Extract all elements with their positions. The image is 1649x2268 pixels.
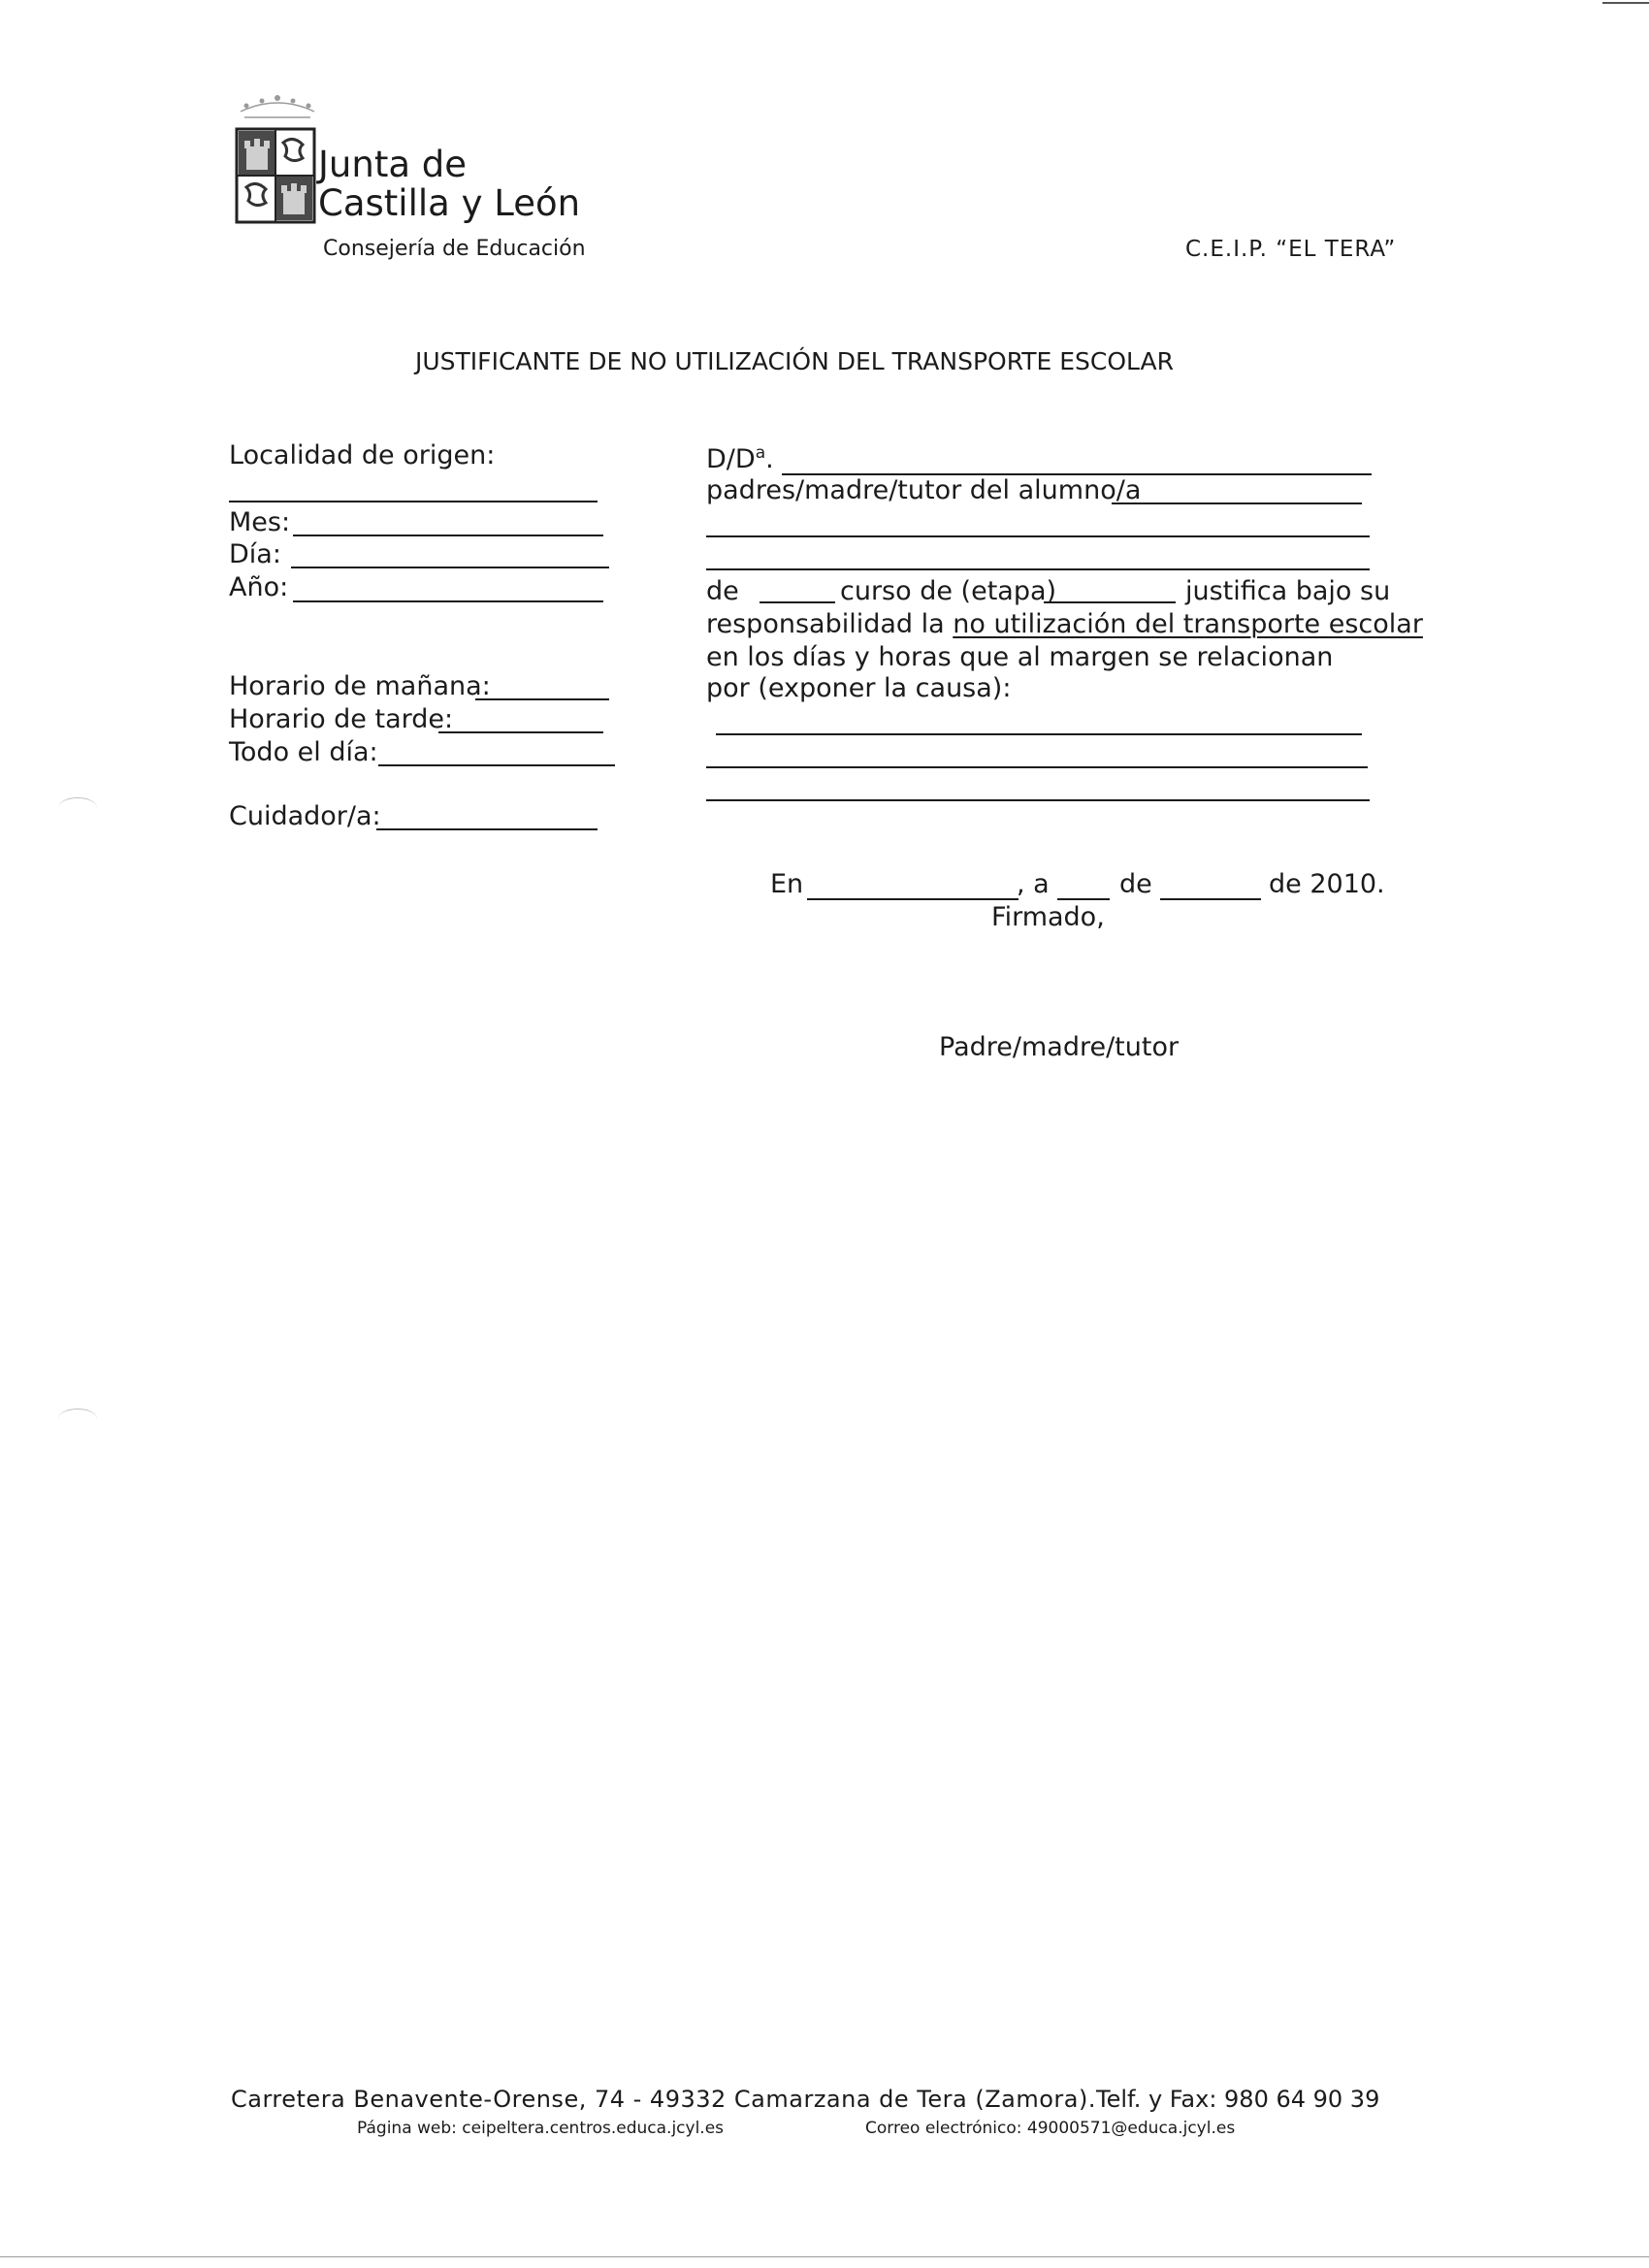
place-line (807, 898, 1018, 900)
alumno-line-2 (706, 535, 1370, 537)
organization-name (318, 146, 580, 223)
dda-label (706, 443, 774, 474)
footer-address: Carretera Benavente-Orense, 74 - 49332 Camarzana de Tera (Zamora). (231, 2086, 1096, 2113)
dias-horas-text: en los días y horas que al margen se relacionan (706, 642, 1334, 672)
horario-manana-label: Horario de mañana: (229, 671, 491, 701)
signer-role-label: Padre/madre/tutor (939, 1032, 1180, 1062)
year-label: de 2010. (1269, 869, 1385, 899)
etapa-line (1044, 601, 1176, 603)
cuidador-label: Cuidador/a: (229, 801, 381, 831)
alumno-line-3 (706, 568, 1370, 570)
dda-superscript: a (755, 443, 766, 463)
department-name: Consejería de Educación (323, 237, 586, 261)
justifica-label: justifica bajo su (1185, 576, 1391, 606)
de-label: de (706, 576, 739, 606)
curso-label: curso de (etapa) (840, 576, 1057, 606)
dia-line (291, 567, 609, 568)
todo-dia-label: Todo el día: (229, 737, 378, 767)
alumno-line (1112, 502, 1362, 504)
localidad-label: Localidad de origen: (229, 440, 496, 470)
causa-line-3 (706, 799, 1370, 801)
page-bottom-edge (0, 2256, 1649, 2257)
footer-web: Página web: ceipeltera.centros.educa.jcyl.es (357, 2119, 725, 2138)
month-de-label: de (1119, 869, 1152, 899)
causa-label: por (exponer la causa): (706, 673, 1012, 703)
causa-line-2 (706, 766, 1368, 768)
organization-name-line2: Castilla y León (318, 182, 581, 224)
localidad-line (229, 501, 598, 502)
organization-name-line1: Junta de (318, 144, 468, 185)
responsabilidad-prefix: responsabilidad la (706, 609, 945, 639)
horario-tarde-label: Horario de tarde: (229, 704, 454, 734)
no-utilizacion-underlined: no utilización del transporte escolar (953, 609, 1423, 639)
footer-phone: Telf. y Fax: 980 64 90 39 (1096, 2086, 1380, 2113)
day-a-label: , a (1017, 869, 1050, 899)
responsabilidad-text (706, 609, 1423, 639)
padres-label: padres/madre/tutor del alumno/a (706, 475, 1142, 505)
anio-label: Año: (229, 572, 289, 602)
todo-dia-line (378, 764, 615, 766)
footer-email: Correo electrónico: 49000571@educa.jcyl.es (865, 2119, 1236, 2138)
punch-mark-1 (58, 797, 97, 818)
anio-line (293, 600, 603, 602)
causa-line-1 (716, 733, 1362, 735)
document-title: JUSTIFICANTE DE NO UTILIZACIÓN DEL TRANSPORTE ESCOLAR (415, 347, 1175, 375)
day-line (1057, 898, 1110, 900)
place-en-label: En (770, 869, 804, 899)
dda-text: D/D (706, 444, 756, 474)
horario-manana-line (475, 698, 609, 700)
dia-label: Día: (229, 539, 281, 569)
mes-label: Mes: (229, 507, 291, 537)
horario-tarde-line (438, 731, 603, 733)
month-line (1160, 898, 1261, 900)
punch-mark-2 (58, 1409, 97, 1429)
mes-line (293, 535, 603, 536)
school-name: C.E.I.P. “EL TERA” (1185, 237, 1397, 262)
firmado-label: Firmado, (991, 902, 1105, 932)
dda-dot: . (765, 444, 774, 474)
coat-of-arms-logo (233, 92, 322, 228)
curso-number-line (760, 601, 835, 603)
scan-edge-mark (1602, 2, 1649, 4)
cuidador-line (376, 828, 598, 830)
